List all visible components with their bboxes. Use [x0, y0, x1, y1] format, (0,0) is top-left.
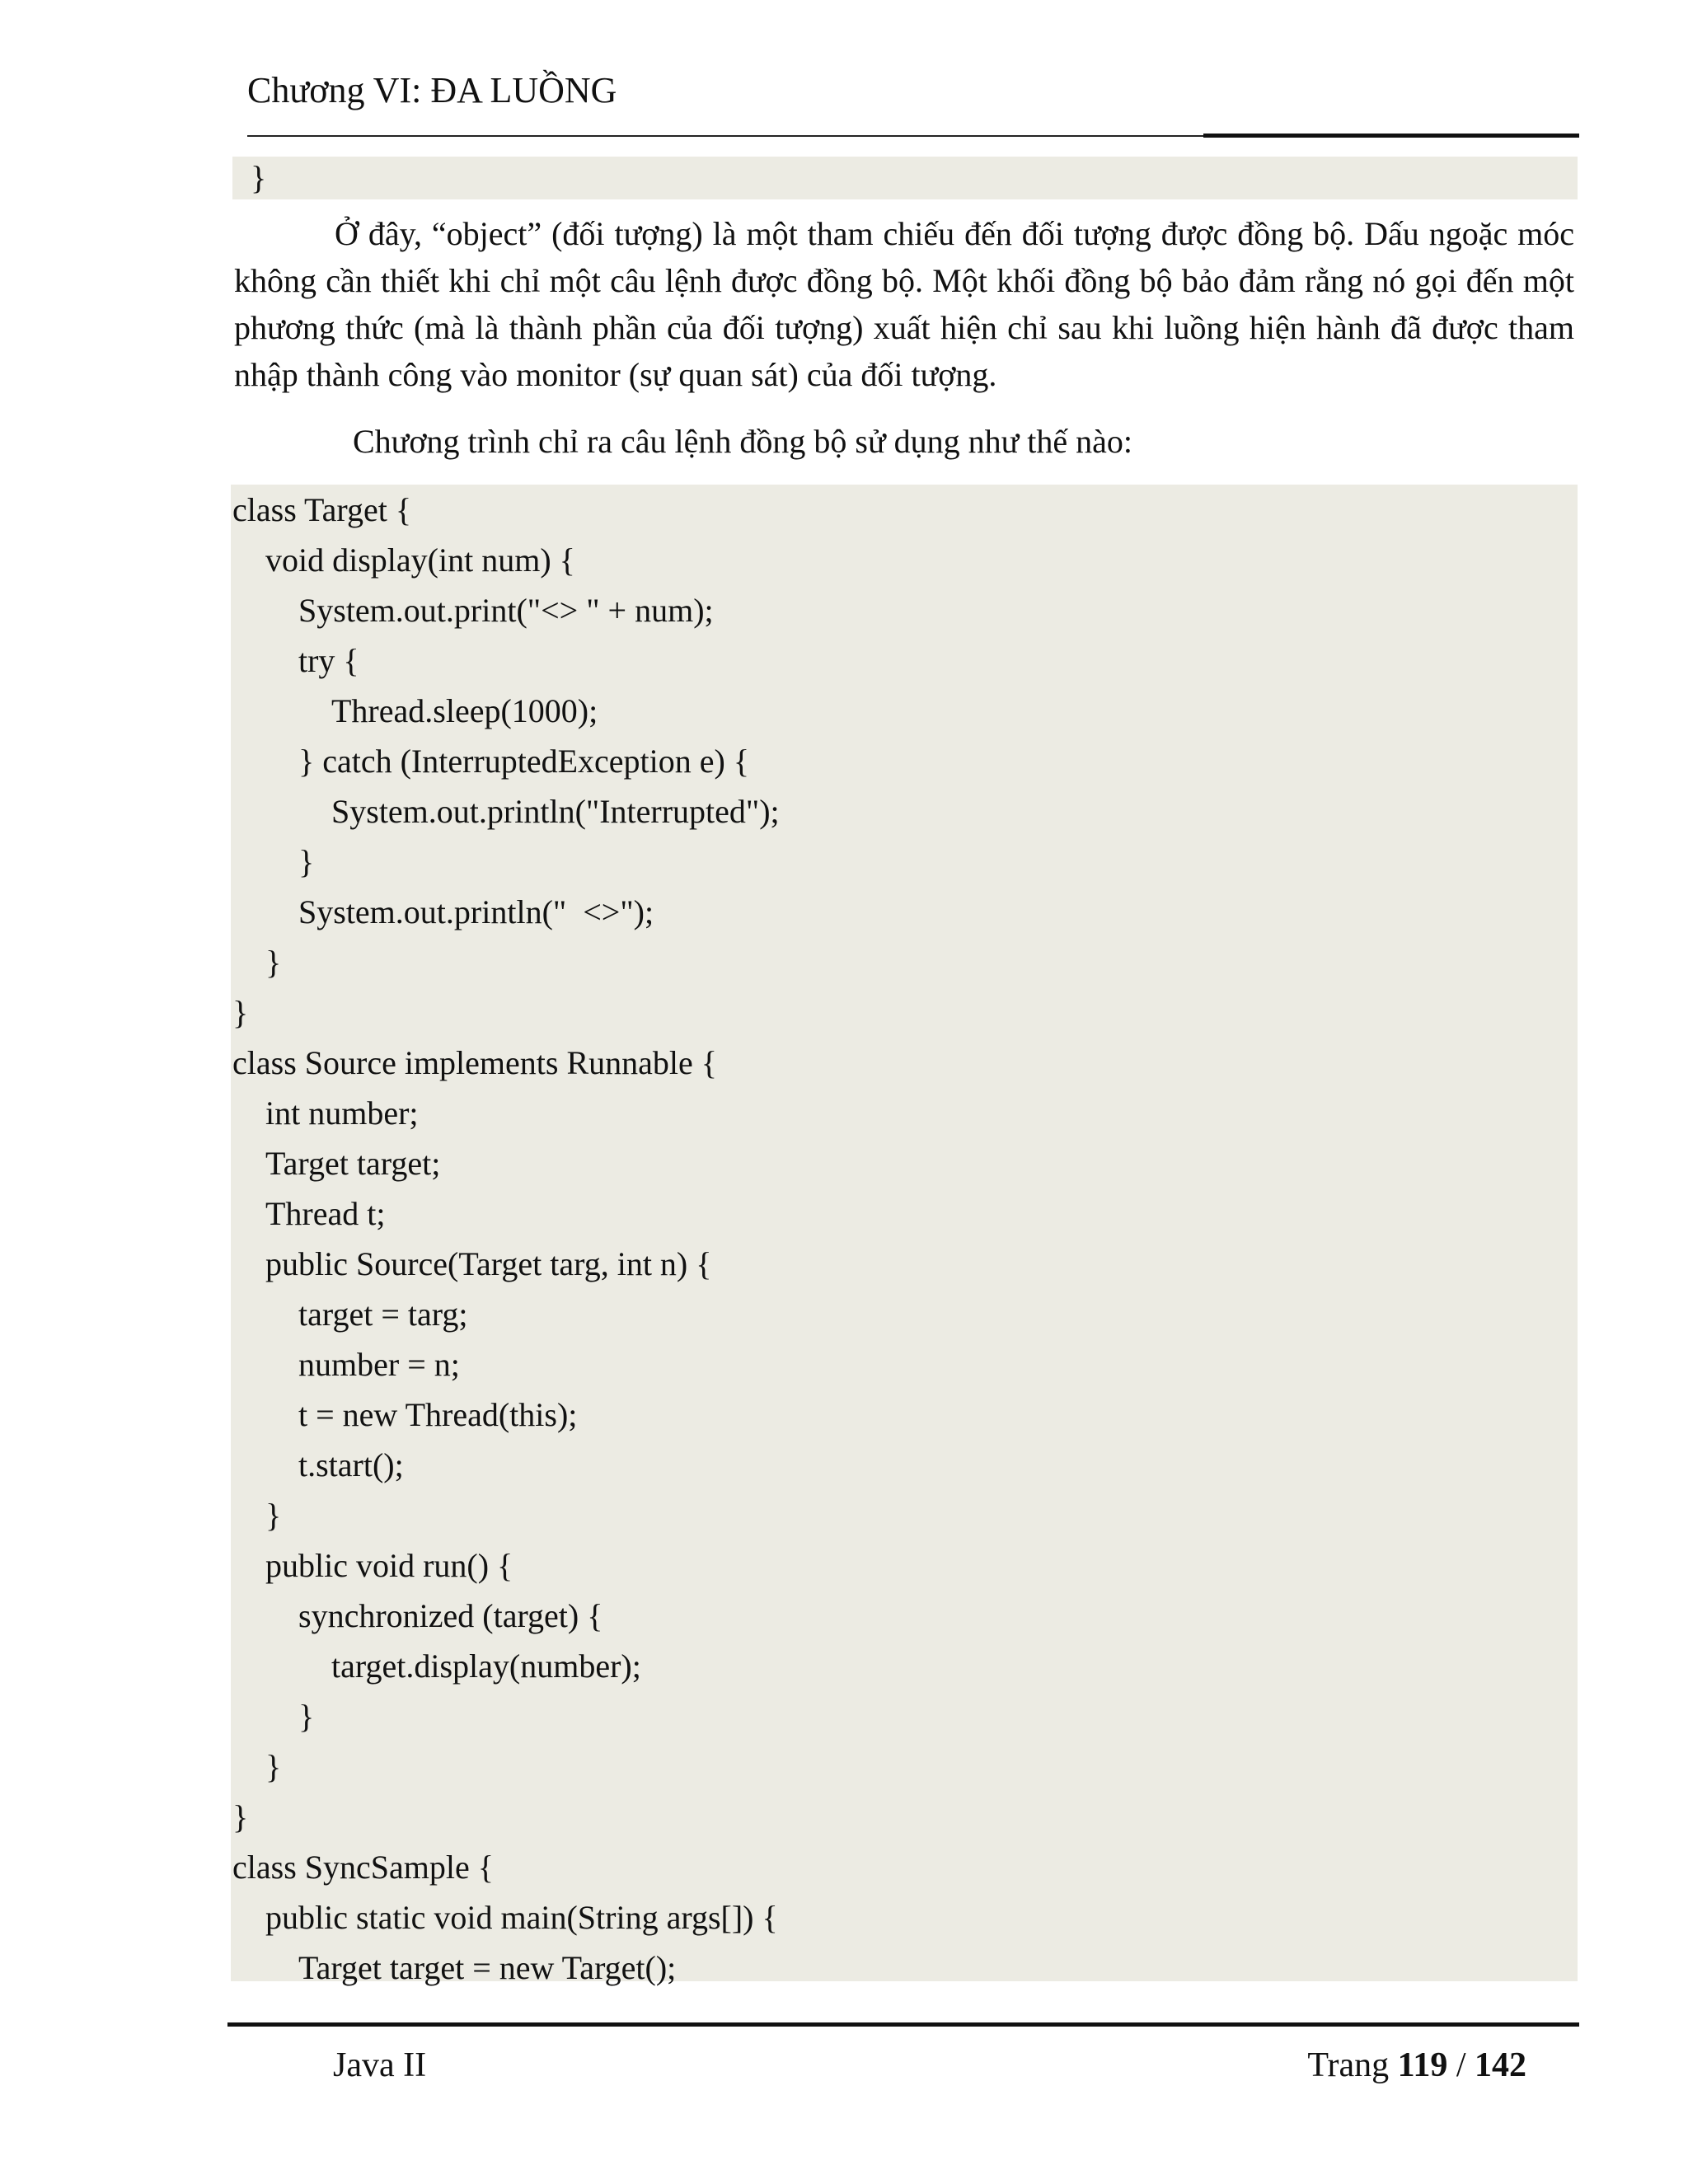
code-line: number = n;	[298, 1346, 460, 1383]
code-line: public Source(Target targ, int n) {	[265, 1245, 712, 1282]
code-line: target.display(number);	[331, 1647, 641, 1685]
header-rule	[247, 135, 1203, 137]
code-line: }	[265, 1748, 282, 1785]
code-line: Thread t;	[265, 1195, 386, 1232]
chapter-title: Chương VI: ĐA LUỒNG	[247, 70, 617, 110]
code-line: Target target;	[265, 1145, 441, 1182]
code-block	[231, 485, 1578, 1986]
code-line: public static void main(String args[]) {	[265, 1899, 778, 1936]
code-line: }	[232, 1798, 249, 1835]
code-line: } catch (InterruptedException e) {	[298, 743, 750, 780]
code-line: }	[232, 994, 249, 1031]
footer-course-name: Java II	[333, 2046, 427, 2084]
body-paragraph: Ở đây, “object” (đối tượng) là một tham chiếu đến đối tượng được đồng bộ. Dấu ngoặc móc không cần thiết khi chỉ một câu lệnh được đồng bộ. Một khối đồng bộ bảo đảm rằng nó gọi đến một phương thức (mà là thành phần của đối tượng) xuất hiện chỉ sau khi luồng hiện hành đã được tham nhập thành công vào monitor (sự quan sát) của đối tượng.	[234, 215, 1574, 393]
previous-code-block-tail	[232, 157, 1578, 199]
footer-page-number	[1307, 2042, 1526, 2088]
header-rule-accent	[1203, 134, 1579, 138]
code-line: }	[298, 1698, 315, 1735]
code-line: t = new Thread(this);	[298, 1396, 578, 1433]
code-line: public void run() {	[265, 1547, 513, 1584]
code-intro-text: Chương trình chỉ ra câu lệnh đồng bộ sử dụng như thế nào:	[353, 423, 1133, 460]
code-line: Thread.sleep(1000);	[331, 692, 598, 729]
code-closing-brace: }	[251, 159, 267, 196]
page-label: Trang	[1307, 2046, 1390, 2084]
code-line: }	[298, 843, 315, 880]
code-line: System.out.print("<> " + num);	[298, 592, 714, 629]
page-total: 142	[1475, 2046, 1526, 2084]
code-line: Target target = new Target();	[298, 1949, 677, 1986]
code-line: void display(int num) {	[265, 541, 575, 579]
code-line: System.out.println("Interrupted");	[331, 793, 780, 830]
code-line: int number;	[265, 1094, 419, 1132]
code-line: try {	[298, 642, 359, 679]
code-line: class Target {	[232, 491, 412, 528]
code-line: synchronized (target) {	[298, 1597, 603, 1634]
page-separator: /	[1456, 2046, 1466, 2084]
code-line: target = targ;	[298, 1296, 468, 1333]
code-line: t.start();	[298, 1446, 404, 1483]
code-line: class Source implements Runnable {	[232, 1044, 717, 1081]
code-line: }	[265, 944, 282, 981]
code-line: }	[265, 1497, 282, 1534]
code-line: class SyncSample {	[232, 1849, 494, 1886]
code-line: System.out.println(" <>");	[298, 893, 654, 930]
footer-rule	[227, 2022, 1579, 2027]
page-current: 119	[1397, 2046, 1448, 2084]
